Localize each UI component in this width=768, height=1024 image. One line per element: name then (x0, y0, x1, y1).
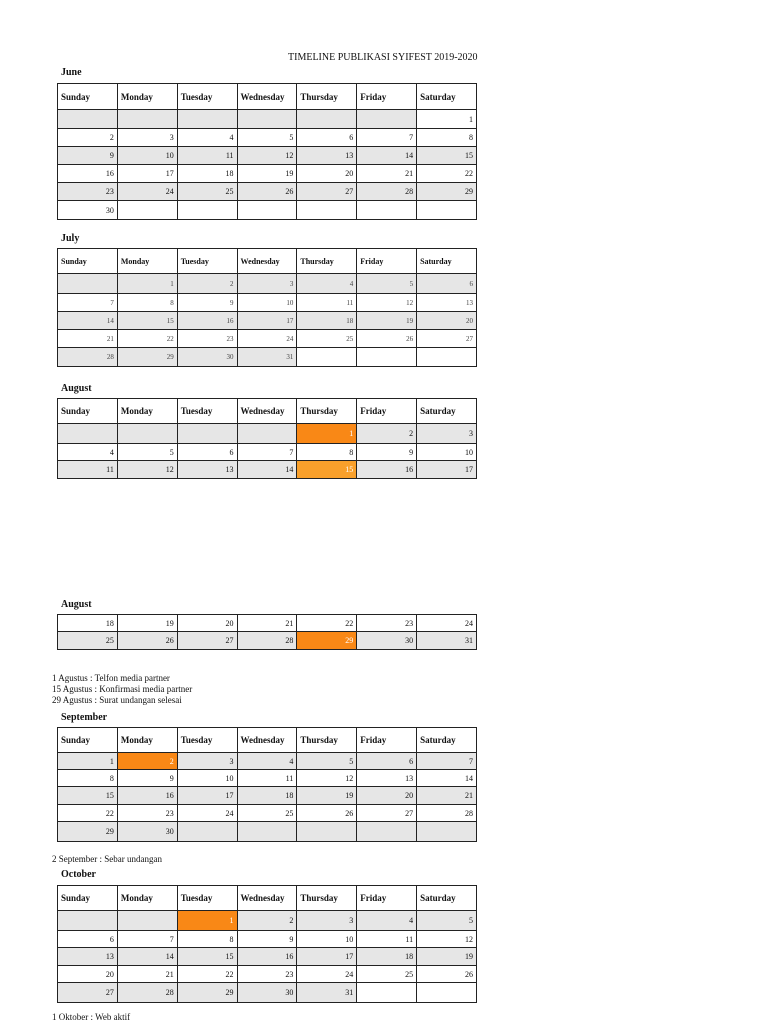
day-cell: 13 (417, 294, 477, 312)
day-cell (237, 822, 297, 842)
day-cell: 18 (357, 948, 417, 966)
day-cell: 8 (58, 770, 118, 787)
day-cell: 2 (58, 129, 118, 147)
day-cell: 5 (357, 274, 417, 294)
highlighted-day-cell: 2 (117, 753, 177, 770)
day-cell: 29 (117, 348, 177, 367)
day-cell: 18 (58, 615, 118, 632)
day-cell (297, 201, 357, 220)
day-cell: 3 (417, 424, 477, 444)
day-cell (417, 201, 477, 220)
day-cell (297, 110, 357, 129)
day-cell: 12 (417, 931, 477, 948)
day-cell: 7 (117, 931, 177, 948)
day-cell: 27 (417, 330, 477, 348)
day-header: Wednesday (237, 249, 297, 274)
day-cell: 30 (357, 632, 417, 650)
page-title: TIMELINE PUBLIKASI SYIFEST 2019-2020 (288, 52, 478, 63)
day-cell (417, 822, 477, 842)
day-cell: 24 (297, 966, 357, 983)
day-cell: 17 (177, 787, 237, 805)
day-cell: 13 (297, 147, 357, 165)
day-cell: 21 (117, 966, 177, 983)
day-cell (357, 983, 417, 1003)
day-cell: 27 (177, 632, 237, 650)
day-cell: 26 (297, 805, 357, 822)
day-cell: 3 (117, 129, 177, 147)
day-header: Thursday (297, 399, 357, 424)
day-header: Sunday (58, 249, 118, 274)
day-cell: 7 (237, 444, 297, 461)
day-header: Friday (357, 728, 417, 753)
day-header: Wednesday (237, 886, 297, 911)
day-cell: 15 (58, 787, 118, 805)
highlighted-day-cell: 1 (297, 424, 357, 444)
day-cell: 25 (357, 966, 417, 983)
day-cell: 14 (58, 312, 118, 330)
day-header: Tuesday (177, 728, 237, 753)
day-header: Friday (357, 84, 417, 110)
calendar-july (57, 248, 477, 367)
day-cell: 11 (297, 294, 357, 312)
day-cell: 24 (237, 330, 297, 348)
day-cell: 6 (177, 444, 237, 461)
day-cell: 25 (58, 632, 118, 650)
day-cell: 9 (117, 770, 177, 787)
calendar-august-part1 (57, 398, 477, 479)
day-cell: 19 (117, 615, 177, 632)
day-cell: 23 (357, 615, 417, 632)
day-cell: 27 (297, 183, 357, 201)
day-cell: 3 (237, 274, 297, 294)
day-cell (237, 424, 297, 444)
day-cell: 23 (117, 805, 177, 822)
day-cell: 23 (58, 183, 118, 201)
day-cell: 1 (417, 110, 477, 129)
day-header: Tuesday (177, 249, 237, 274)
day-cell: 30 (58, 201, 118, 220)
day-cell: 25 (297, 330, 357, 348)
day-cell: 8 (297, 444, 357, 461)
day-cell: 6 (357, 753, 417, 770)
day-cell (58, 274, 118, 294)
day-cell: 2 (357, 424, 417, 444)
day-cell: 21 (237, 615, 297, 632)
day-cell: 3 (297, 911, 357, 931)
day-cell (58, 110, 118, 129)
day-cell: 26 (357, 330, 417, 348)
day-cell: 8 (177, 931, 237, 948)
day-cell: 4 (177, 129, 237, 147)
month-label-july: July (61, 233, 80, 244)
day-cell: 10 (177, 770, 237, 787)
day-cell: 14 (237, 461, 297, 479)
day-cell (357, 201, 417, 220)
day-cell: 11 (357, 931, 417, 948)
day-cell: 30 (237, 983, 297, 1003)
day-cell: 13 (177, 461, 237, 479)
day-cell: 11 (237, 770, 297, 787)
day-header: Saturday (417, 84, 477, 110)
day-cell: 12 (117, 461, 177, 479)
day-cell: 26 (117, 632, 177, 650)
day-cell: 12 (297, 770, 357, 787)
day-cell: 18 (177, 165, 237, 183)
day-header: Saturday (417, 728, 477, 753)
day-cell: 6 (297, 129, 357, 147)
day-cell: 10 (237, 294, 297, 312)
day-cell (417, 983, 477, 1003)
day-cell: 22 (58, 805, 118, 822)
day-cell (357, 110, 417, 129)
day-header: Thursday (297, 886, 357, 911)
day-cell: 20 (417, 312, 477, 330)
day-cell: 7 (417, 753, 477, 770)
day-cell: 15 (117, 312, 177, 330)
day-cell: 5 (237, 129, 297, 147)
day-cell (357, 348, 417, 367)
day-header: Wednesday (237, 84, 297, 110)
month-label-october: October (61, 869, 96, 880)
day-cell: 23 (177, 330, 237, 348)
day-cell: 16 (117, 787, 177, 805)
day-cell: 22 (177, 966, 237, 983)
day-header: Monday (117, 399, 177, 424)
day-cell: 2 (177, 274, 237, 294)
day-header: Monday (117, 249, 177, 274)
day-cell: 30 (117, 822, 177, 842)
day-cell (177, 822, 237, 842)
calendar-june (57, 83, 477, 220)
day-cell: 22 (297, 615, 357, 632)
day-cell: 13 (357, 770, 417, 787)
day-cell: 5 (297, 753, 357, 770)
day-header: Monday (117, 886, 177, 911)
day-cell: 5 (417, 911, 477, 931)
day-header: Saturday (417, 249, 477, 274)
day-cell (177, 110, 237, 129)
day-cell: 19 (297, 787, 357, 805)
note-line: 29 Agustus : Surat undangan selesai (52, 695, 182, 705)
day-header: Monday (117, 728, 177, 753)
day-cell: 13 (58, 948, 118, 966)
day-cell: 17 (237, 312, 297, 330)
day-cell: 19 (417, 948, 477, 966)
day-cell: 18 (297, 312, 357, 330)
day-cell: 14 (117, 948, 177, 966)
day-header: Monday (117, 84, 177, 110)
note-line: 1 Agustus : Telfon media partner (52, 673, 170, 683)
day-cell: 28 (117, 983, 177, 1003)
day-header: Sunday (58, 728, 118, 753)
note-line: 2 September : Sebar undangan (52, 854, 162, 864)
note-line: 1 Oktober : Web aktif (52, 1012, 131, 1022)
day-cell: 21 (357, 165, 417, 183)
day-cell: 18 (237, 787, 297, 805)
day-cell (117, 911, 177, 931)
month-label-june: June (61, 67, 82, 78)
month-label-august-continued: August (61, 599, 92, 610)
day-cell: 26 (417, 966, 477, 983)
day-cell: 9 (58, 147, 118, 165)
day-cell (177, 424, 237, 444)
day-cell: 21 (58, 330, 118, 348)
day-header: Thursday (297, 84, 357, 110)
day-cell (58, 424, 118, 444)
day-cell: 31 (297, 983, 357, 1003)
day-header: Tuesday (177, 84, 237, 110)
day-cell: 24 (417, 615, 477, 632)
day-cell: 5 (117, 444, 177, 461)
day-cell: 17 (297, 948, 357, 966)
day-cell: 25 (177, 183, 237, 201)
day-cell (117, 201, 177, 220)
day-cell: 3 (177, 753, 237, 770)
day-cell: 7 (58, 294, 118, 312)
day-cell: 20 (58, 966, 118, 983)
day-cell: 26 (237, 183, 297, 201)
day-cell: 15 (417, 147, 477, 165)
day-header: Thursday (297, 728, 357, 753)
day-cell: 28 (357, 183, 417, 201)
day-header: Saturday (417, 886, 477, 911)
day-header: Friday (357, 399, 417, 424)
calendar-august-part2 (57, 614, 477, 650)
day-cell: 28 (58, 348, 118, 367)
day-cell: 17 (117, 165, 177, 183)
day-cell: 20 (177, 615, 237, 632)
august-notes (52, 673, 192, 706)
day-cell: 30 (177, 348, 237, 367)
day-cell: 14 (417, 770, 477, 787)
day-cell: 20 (357, 787, 417, 805)
day-cell (117, 424, 177, 444)
day-cell: 29 (58, 822, 118, 842)
day-cell: 27 (58, 983, 118, 1003)
day-cell: 20 (297, 165, 357, 183)
day-cell: 24 (117, 183, 177, 201)
day-cell: 1 (117, 274, 177, 294)
day-header: Friday (357, 886, 417, 911)
day-cell (297, 348, 357, 367)
day-header: Friday (357, 249, 417, 274)
day-cell: 9 (237, 931, 297, 948)
calendar-october (57, 885, 477, 1003)
day-cell: 8 (117, 294, 177, 312)
day-cell (237, 201, 297, 220)
day-cell: 31 (237, 348, 297, 367)
day-cell: 27 (357, 805, 417, 822)
day-header: Sunday (58, 399, 118, 424)
highlighted-day-cell: 1 (177, 911, 237, 931)
day-cell (237, 110, 297, 129)
month-label-august: August (61, 383, 92, 394)
highlighted-day-cell: 29 (297, 632, 357, 650)
day-cell (297, 822, 357, 842)
day-cell: 19 (237, 165, 297, 183)
day-cell: 11 (58, 461, 118, 479)
day-cell: 29 (177, 983, 237, 1003)
day-cell: 28 (417, 805, 477, 822)
day-cell (357, 822, 417, 842)
day-cell: 10 (117, 147, 177, 165)
day-header: Tuesday (177, 886, 237, 911)
day-cell: 10 (297, 931, 357, 948)
day-cell: 16 (177, 312, 237, 330)
day-cell: 16 (357, 461, 417, 479)
day-cell: 11 (177, 147, 237, 165)
day-cell: 7 (357, 129, 417, 147)
day-cell: 4 (297, 274, 357, 294)
september-notes (52, 854, 162, 865)
day-cell: 25 (237, 805, 297, 822)
day-cell: 6 (58, 931, 118, 948)
calendar-september (57, 727, 477, 842)
day-cell: 29 (417, 183, 477, 201)
day-cell: 9 (177, 294, 237, 312)
day-cell: 16 (58, 165, 118, 183)
day-cell: 23 (237, 966, 297, 983)
day-cell: 12 (357, 294, 417, 312)
day-cell: 16 (237, 948, 297, 966)
note-line: 15 Agustus : Konfirmasi media partner (52, 684, 193, 694)
day-cell: 1 (58, 753, 118, 770)
day-cell: 21 (417, 787, 477, 805)
october-notes (52, 1012, 130, 1023)
day-cell: 22 (117, 330, 177, 348)
day-cell: 22 (417, 165, 477, 183)
day-cell: 14 (357, 147, 417, 165)
day-cell: 10 (417, 444, 477, 461)
day-cell: 31 (417, 632, 477, 650)
day-cell: 8 (417, 129, 477, 147)
highlighted-day-cell: 15 (297, 461, 357, 479)
day-cell: 24 (177, 805, 237, 822)
day-header: Wednesday (237, 728, 297, 753)
day-cell: 4 (58, 444, 118, 461)
day-header: Wednesday (237, 399, 297, 424)
day-cell: 2 (237, 911, 297, 931)
day-cell: 4 (357, 911, 417, 931)
day-cell: 19 (357, 312, 417, 330)
day-cell (117, 110, 177, 129)
day-header: Thursday (297, 249, 357, 274)
day-cell: 28 (237, 632, 297, 650)
day-cell: 9 (357, 444, 417, 461)
day-header: Sunday (58, 84, 118, 110)
day-cell: 6 (417, 274, 477, 294)
day-cell (417, 348, 477, 367)
day-cell: 12 (237, 147, 297, 165)
day-cell (177, 201, 237, 220)
day-header: Tuesday (177, 399, 237, 424)
day-cell: 4 (237, 753, 297, 770)
day-cell: 17 (417, 461, 477, 479)
day-cell: 15 (177, 948, 237, 966)
day-header: Saturday (417, 399, 477, 424)
day-cell (58, 911, 118, 931)
day-header: Sunday (58, 886, 118, 911)
month-label-september: September (61, 712, 108, 723)
